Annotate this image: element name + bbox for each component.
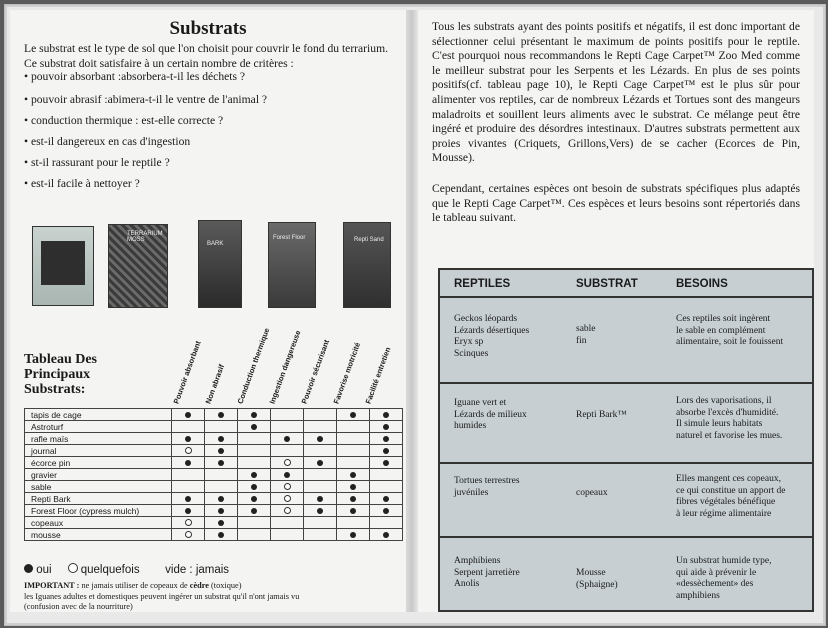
cell-besoins: Elles mangent ces copeaux, ce qui constitue un apport de fibres végétales bénéfique à leur régime alimentaire — [676, 474, 786, 519]
reptile-row — [440, 384, 812, 464]
table-cell — [337, 469, 370, 481]
table-row — [25, 421, 403, 433]
table-cell — [304, 493, 337, 505]
table-row — [25, 493, 403, 505]
filled-dot-icon — [185, 436, 191, 442]
criterion: • pouvoir absorbant :absorbera-t-il les déchets ? — [24, 70, 246, 83]
filled-dot-icon — [251, 484, 257, 490]
table-title — [24, 352, 97, 397]
reptile-row — [440, 538, 812, 606]
filled-dot-icon — [251, 496, 257, 502]
table-cell — [205, 493, 238, 505]
table-cell — [370, 469, 403, 481]
column-header: Facilité entretien — [363, 345, 393, 405]
table-cell — [337, 421, 370, 433]
table-cell — [205, 529, 238, 541]
table-cell — [172, 517, 205, 529]
table-cell — [271, 517, 304, 529]
reptile-row — [440, 298, 812, 384]
cell-reptiles: Iguane vert et Lézards de milieux humides — [454, 398, 527, 431]
note-line: (confusion avec de la nourriture) — [24, 602, 133, 611]
table-cell — [271, 493, 304, 505]
column-header: Non abrasif — [203, 363, 227, 405]
table-cell — [304, 529, 337, 541]
table-cell — [271, 505, 304, 517]
column-header: Ingestion dangereuse — [267, 329, 303, 405]
table-cell — [271, 481, 304, 493]
cell-substrat: Repti Bark™ — [576, 410, 627, 420]
criterion: • st-il rassurant pour le reptile ? — [24, 156, 170, 169]
cell-substrat: sable fin — [576, 324, 596, 346]
table-cell — [271, 409, 304, 421]
important-end: (toxique) — [208, 581, 242, 590]
table-row — [25, 409, 403, 421]
header-substrat: SUBSTRAT — [576, 278, 638, 290]
table-cell — [304, 457, 337, 469]
table-cell — [370, 421, 403, 433]
table-cell — [205, 457, 238, 469]
legend — [24, 563, 229, 576]
legend-quelquefois: quelquefois — [80, 564, 140, 576]
table-cell — [172, 493, 205, 505]
table-cell — [238, 421, 271, 433]
criterion: • pouvoir abrasif :abimera-t-il le ventre de l'animal ? — [24, 93, 268, 106]
filled-dot-icon — [317, 508, 323, 514]
column-header: Pouvoir sécurisant — [299, 338, 332, 405]
substrate-name: Astroturf — [25, 421, 172, 433]
filled-dot-icon — [383, 496, 389, 502]
table-row — [25, 445, 403, 457]
table-cell — [304, 433, 337, 445]
filled-dot-icon — [317, 460, 323, 466]
hollow-dot-icon — [284, 495, 291, 502]
column-header: Favorise motricité — [331, 341, 363, 405]
table-cell — [304, 421, 337, 433]
table-row — [25, 433, 403, 445]
filled-dot-icon — [284, 472, 290, 478]
filled-dot-icon — [251, 472, 257, 478]
table-cell — [271, 529, 304, 541]
substrate-name: mousse — [25, 529, 172, 541]
substrate-name: Repti Bark — [25, 493, 172, 505]
table-cell — [304, 469, 337, 481]
product-label: Repti Sand — [354, 237, 384, 243]
filled-dot-icon — [383, 448, 389, 454]
table-cell — [370, 457, 403, 469]
table-cell — [271, 433, 304, 445]
table-cell — [205, 409, 238, 421]
filled-dot-icon — [185, 460, 191, 466]
filled-dot-icon — [218, 520, 224, 526]
header-reptiles: REPTILES — [454, 278, 511, 290]
note-line: les Iguanes adultes et domestiques peuvent ingérer un substrat qu'il n'ont jamais vu — [24, 592, 300, 601]
table-cell — [238, 517, 271, 529]
filled-dot-icon — [350, 484, 356, 490]
filled-dot-icon — [383, 412, 389, 418]
filled-dot-icon — [185, 508, 191, 514]
filled-dot-icon — [383, 508, 389, 514]
filled-dot-icon — [251, 508, 257, 514]
table-cell — [370, 433, 403, 445]
product-repti-sand — [343, 222, 391, 308]
hollow-dot-icon — [185, 531, 192, 538]
cell-substrat: copeaux — [576, 488, 608, 498]
hollow-dot-icon — [68, 563, 78, 573]
product-cage-carpet — [32, 226, 94, 306]
book-gutter — [406, 10, 418, 612]
filled-dot-icon — [350, 412, 356, 418]
table-cell — [238, 505, 271, 517]
important-text: ne jamais utiliser de copeaux de — [79, 581, 190, 590]
substrate-name: écorce pin — [25, 457, 172, 469]
reptile-table — [438, 268, 814, 612]
table-cell — [238, 493, 271, 505]
substrate-table — [24, 408, 403, 541]
cell-reptiles: Tortues terrestres juvéniles — [454, 476, 520, 498]
table-row — [25, 517, 403, 529]
table-cell — [205, 433, 238, 445]
table-row — [25, 457, 403, 469]
table-cell — [370, 445, 403, 457]
reptile-table-header — [440, 270, 812, 298]
reptile-row — [440, 464, 812, 538]
table-cell — [337, 457, 370, 469]
table-cell — [172, 457, 205, 469]
substrate-name: copeaux — [25, 517, 172, 529]
table-row — [25, 481, 403, 493]
table-cell — [370, 493, 403, 505]
table-cell — [238, 445, 271, 457]
criterion: • conduction thermique : est-elle correcte ? — [24, 114, 224, 127]
criterion: • est-il facile à nettoyer ? — [24, 177, 140, 190]
table-cell — [172, 409, 205, 421]
table-cell — [370, 517, 403, 529]
filled-dot-icon — [383, 436, 389, 442]
criterion: • est-il dangereux en cas d'ingestion — [24, 135, 191, 148]
table-cell — [271, 457, 304, 469]
product-label: Forest Floor — [273, 235, 306, 241]
table-row — [25, 529, 403, 541]
cell-besoins: Un substrat humide type, qui aide à prévenir le «dessèchement» des amphibiens — [676, 556, 772, 601]
filled-dot-icon — [350, 496, 356, 502]
filled-dot-icon — [218, 496, 224, 502]
table-cell — [337, 433, 370, 445]
table-cell — [205, 481, 238, 493]
filled-dot-icon — [350, 532, 356, 538]
table-cell — [205, 421, 238, 433]
table-cell — [337, 517, 370, 529]
table-cell — [172, 505, 205, 517]
legend-jamais: vide : jamais — [165, 564, 230, 576]
table-cell — [238, 529, 271, 541]
filled-dot-icon — [218, 412, 224, 418]
table-cell — [205, 505, 238, 517]
hollow-dot-icon — [284, 483, 291, 490]
table-cell — [238, 469, 271, 481]
filled-dot-icon — [185, 496, 191, 502]
product-image — [41, 241, 85, 285]
filled-dot-icon — [218, 448, 224, 454]
header-besoins: BESOINS — [676, 278, 728, 290]
table-cell — [172, 433, 205, 445]
filled-dot-icon — [383, 460, 389, 466]
filled-dot-icon — [284, 436, 290, 442]
filled-dot-icon — [24, 564, 33, 573]
important-label: IMPORTANT : — [24, 581, 80, 590]
table-row — [25, 505, 403, 517]
filled-dot-icon — [218, 532, 224, 538]
filled-dot-icon — [251, 424, 257, 430]
cell-besoins: Lors des vaporisations, il absorbe l'excès d'humidité. Il simule leurs habitats naturel et favorise les mues. — [676, 396, 783, 441]
table-cell — [271, 445, 304, 457]
product-repti-bark — [198, 220, 242, 308]
table-cell — [337, 493, 370, 505]
product-label: TERRARIUM MOSS — [127, 231, 163, 243]
table-cell — [172, 421, 205, 433]
column-header: Pouvoir absorbant — [171, 339, 203, 405]
table-cell — [238, 409, 271, 421]
page-title: Substrats — [169, 18, 247, 39]
right-paragraph-2: Cependant, certaines espèces ont besoin de substrats spécifiques plus adaptés que le Repti Cage Carpet™. Ces espèces et leurs besoins sont répertoriés dans le tableau suivant. — [432, 182, 800, 225]
substrate-name: tapis de cage — [25, 409, 172, 421]
intro-paragraph: Le substrat est le type de sol que l'on choisit pour couvrir le fond du terrarium. Ce substrat doit satisfaire à un certain nombre de critères : — [24, 42, 388, 70]
cell-besoins: Ces reptiles soit ingèrent le sable en complément alimentaire, soit le fouissent — [676, 314, 784, 347]
table-cell — [172, 445, 205, 457]
table-cell — [271, 421, 304, 433]
table-cell — [337, 505, 370, 517]
table-cell — [370, 409, 403, 421]
filled-dot-icon — [185, 412, 191, 418]
filled-dot-icon — [317, 496, 323, 502]
table-cell — [304, 517, 337, 529]
substrate-name: Forest Floor (cypress mulch) — [25, 505, 172, 517]
filled-dot-icon — [350, 508, 356, 514]
table-title-line: Substrats: — [24, 382, 86, 397]
product-label: BARK — [207, 241, 224, 247]
table-cell — [238, 457, 271, 469]
table-cell — [337, 529, 370, 541]
substrate-name: gravier — [25, 469, 172, 481]
table-cell — [172, 481, 205, 493]
table-cell — [304, 505, 337, 517]
left-page — [10, 10, 406, 612]
hollow-dot-icon — [185, 447, 192, 454]
legend-oui: oui — [36, 564, 52, 576]
product-forest-floor — [268, 222, 316, 308]
table-title-line: Principaux — [24, 367, 91, 382]
substrate-name: rafle maïs — [25, 433, 172, 445]
right-paragraph-1: Tous les substrats ayant des points positifs et négatifs, il est donc important de sélectionner celui présentant le maximum de points positifs pour le reptile. C'est pourquoi nous recommandons le Repti Cage Carpet™ Zoo Med comme le meilleur substrat pour les Serpents et les Lézards. En plus de ses points positifs(cf. tableau page 10), le Repti Cage Carpet™ est le plus sûr pour alimenter vos reptiles, car de nombreux Lézards et Tortues sont des mangeurs maladroits et souillent leurs aliments avec le substrat. Ce mélange peut être ingéré et produire des désordres intestinaux. D'autres substrats permettent aux proies vivantes (Criquets, Grillons,Vers) de se cacher (Ecorces de Pin, Mousse). — [432, 20, 800, 165]
table-cell — [238, 481, 271, 493]
table-cell — [172, 469, 205, 481]
substrate-name: journal — [25, 445, 172, 457]
filled-dot-icon — [218, 436, 224, 442]
table-row — [25, 469, 403, 481]
table-cell — [304, 481, 337, 493]
hollow-dot-icon — [284, 507, 291, 514]
table-cell — [304, 445, 337, 457]
table-cell — [370, 481, 403, 493]
table-cell — [205, 445, 238, 457]
cell-reptiles: Amphibiens Serpent jarretière Anolis — [454, 556, 520, 589]
table-cell — [370, 505, 403, 517]
table-cell — [304, 409, 337, 421]
important-note — [24, 581, 400, 591]
filled-dot-icon — [317, 436, 323, 442]
table-cell — [337, 409, 370, 421]
cell-substrat: Mousse (Sphaigne) — [576, 568, 618, 590]
table-cell — [337, 481, 370, 493]
table-cell — [205, 517, 238, 529]
filled-dot-icon — [350, 472, 356, 478]
table-cell — [370, 529, 403, 541]
filled-dot-icon — [218, 508, 224, 514]
table-cell — [172, 529, 205, 541]
table-cell — [238, 433, 271, 445]
table-cell — [205, 469, 238, 481]
table-cell — [271, 469, 304, 481]
table-cell — [337, 445, 370, 457]
important-bold: cèdre — [189, 581, 209, 590]
substrate-name: sable — [25, 481, 172, 493]
filled-dot-icon — [383, 424, 389, 430]
table-title-line: Tableau Des — [24, 352, 98, 367]
cell-reptiles: Geckos léopards Lézards désertiques Eryx sp Scinques — [454, 314, 530, 359]
hollow-dot-icon — [284, 459, 291, 466]
filled-dot-icon — [383, 532, 389, 538]
product-terrarium-moss — [108, 224, 168, 308]
filled-dot-icon — [251, 412, 257, 418]
filled-dot-icon — [218, 460, 224, 466]
hollow-dot-icon — [185, 519, 192, 526]
column-header: Conduction thermique — [235, 326, 272, 405]
